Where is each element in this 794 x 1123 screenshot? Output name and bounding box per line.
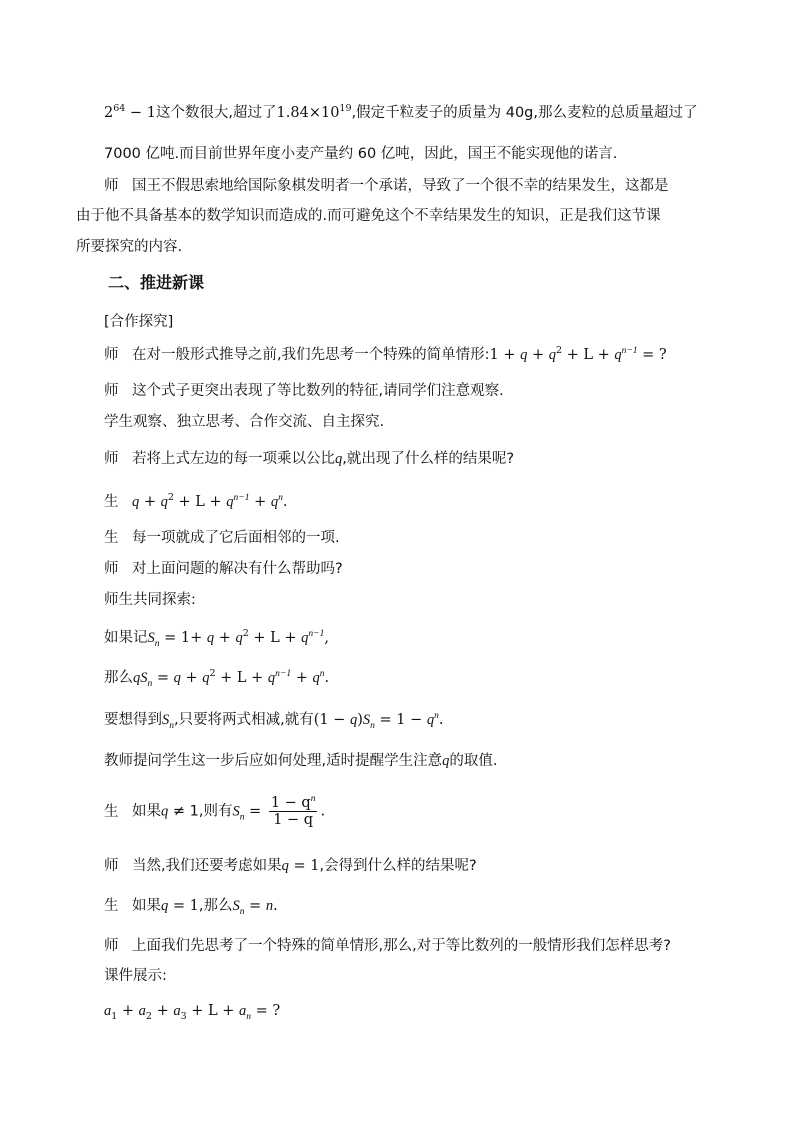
dialogue-line: 生 如果q ≠ 1,则有$S_n$ = $\frac{1 - q^n}{1 - q}$ . bbox=[104, 794, 326, 828]
speaker-label: 生 bbox=[104, 898, 119, 914]
formula-line bbox=[104, 1001, 280, 1021]
dialogue-line bbox=[104, 492, 287, 512]
dialogue-line: 师 对上面问题的解决有什么帮助吗? bbox=[104, 561, 343, 577]
subsection-label: [合作探究] bbox=[104, 314, 174, 330]
math-expression: $2^{64} - 1$ bbox=[104, 103, 156, 121]
dialogue-line: 生 如果q = 1,那么$S_n = n$. bbox=[104, 898, 278, 917]
math-expression: $q + q^2 + L + q^{n-1} + q^n$. bbox=[132, 492, 288, 510]
speaker-label: 师 bbox=[104, 938, 119, 954]
paragraph-line: 教师提问学生这一步后应如何处理,适时提醒学生注意q的取值. bbox=[104, 753, 498, 769]
paragraph-line: 课件展示: bbox=[104, 968, 167, 984]
speaker-label: 生 bbox=[104, 803, 119, 820]
speaker-label: 师 bbox=[104, 347, 119, 363]
paragraph-line: $2^{64} - 1$这个数很大,超过了$1.84\times 10^{19}$,假定千粒麦子的质量为 40g,那么麦粒的总质量超过了 bbox=[104, 103, 698, 121]
paragraph-line: 学生观察、独立思考、合作交流、自主探究. bbox=[104, 414, 385, 430]
dialogue-line: 师 上面我们先思考了一个特殊的简单情形,那么,对于等比数列的一般情形我们怎样思考? bbox=[104, 938, 671, 954]
paragraph-line: 由于他不具备基本的数学知识而造成的.而可避免这个不幸结果发生的知识，正是我们这节课 bbox=[76, 208, 661, 224]
formula-line: 如果记$S_n = 1+ q + q^2 + L + q^{n-1}$, bbox=[104, 628, 329, 649]
speaker-label: 师 bbox=[104, 383, 119, 399]
speaker-label: 生 bbox=[104, 494, 119, 510]
dialogue-line: 师 国王不假思索地给国际象棋发明者一个承诺，导致了一个很不幸的结果发生，这都是 bbox=[104, 178, 669, 194]
dialogue-line: 生 每一项就成了它后面相邻的一项. bbox=[104, 530, 340, 546]
section-heading: 二、推进新课 bbox=[108, 273, 205, 292]
paragraph-line: 所要探究的内容. bbox=[76, 239, 183, 255]
dialogue-line: 师 这个式子更突出表现了等比数列的特征,请同学们注意观察. bbox=[104, 383, 504, 399]
formula-line: 要想得到$S_n$,只要将两式相减,就有$(1 - q)S_n = 1 - q^n$. bbox=[104, 711, 444, 731]
dialogue-line: 师 若将上式左边的每一项乘以公比q,就出现了什么样的结果呢? bbox=[104, 451, 515, 467]
math-expression: $1 + q + q^2 + L + q^{n-1}$ = ? bbox=[489, 345, 667, 363]
fraction: $\frac{1 - q^n}{1 - q}$ bbox=[270, 794, 316, 828]
formula-line: 那么$qS_n = q + q^2 + L + q^{n-1} + q^n$. bbox=[104, 668, 330, 689]
paragraph-line: 7000 亿吨.而目前世界年度小麦产量约 60 亿吨，因此，国王不能实现他的诺言. bbox=[104, 146, 618, 162]
math-expression: $S_n = 1+ q + q^2 + L + q^{n-1}$, bbox=[147, 628, 329, 649]
math-expression: $qS_n = q + q^2 + L + q^{n-1} + q^n$. bbox=[133, 668, 330, 689]
speaker-label: 生 bbox=[104, 530, 119, 546]
speaker-label: 师 bbox=[104, 451, 119, 467]
math-expression: $(1 - q)S_n = 1 - q^n$. bbox=[313, 711, 444, 731]
speaker-label: 师 bbox=[104, 561, 119, 577]
dialogue-line: 师 当然,我们还要考虑如果q = 1,会得到什么样的结果呢? bbox=[104, 858, 477, 874]
speaker-label: 师 bbox=[104, 178, 119, 194]
speaker-label: 师 bbox=[104, 858, 119, 874]
math-expression: $a_1 + a_2 + a_3 + L + a_n$ = ? bbox=[104, 1003, 281, 1022]
paragraph-line: 师生共同探索: bbox=[104, 592, 196, 608]
dialogue-line: 师 在对一般形式推导之前,我们先思考一个特殊的简单情形:1 + $q + q^2 + L + q^{n-1}$ = ? bbox=[104, 345, 667, 363]
